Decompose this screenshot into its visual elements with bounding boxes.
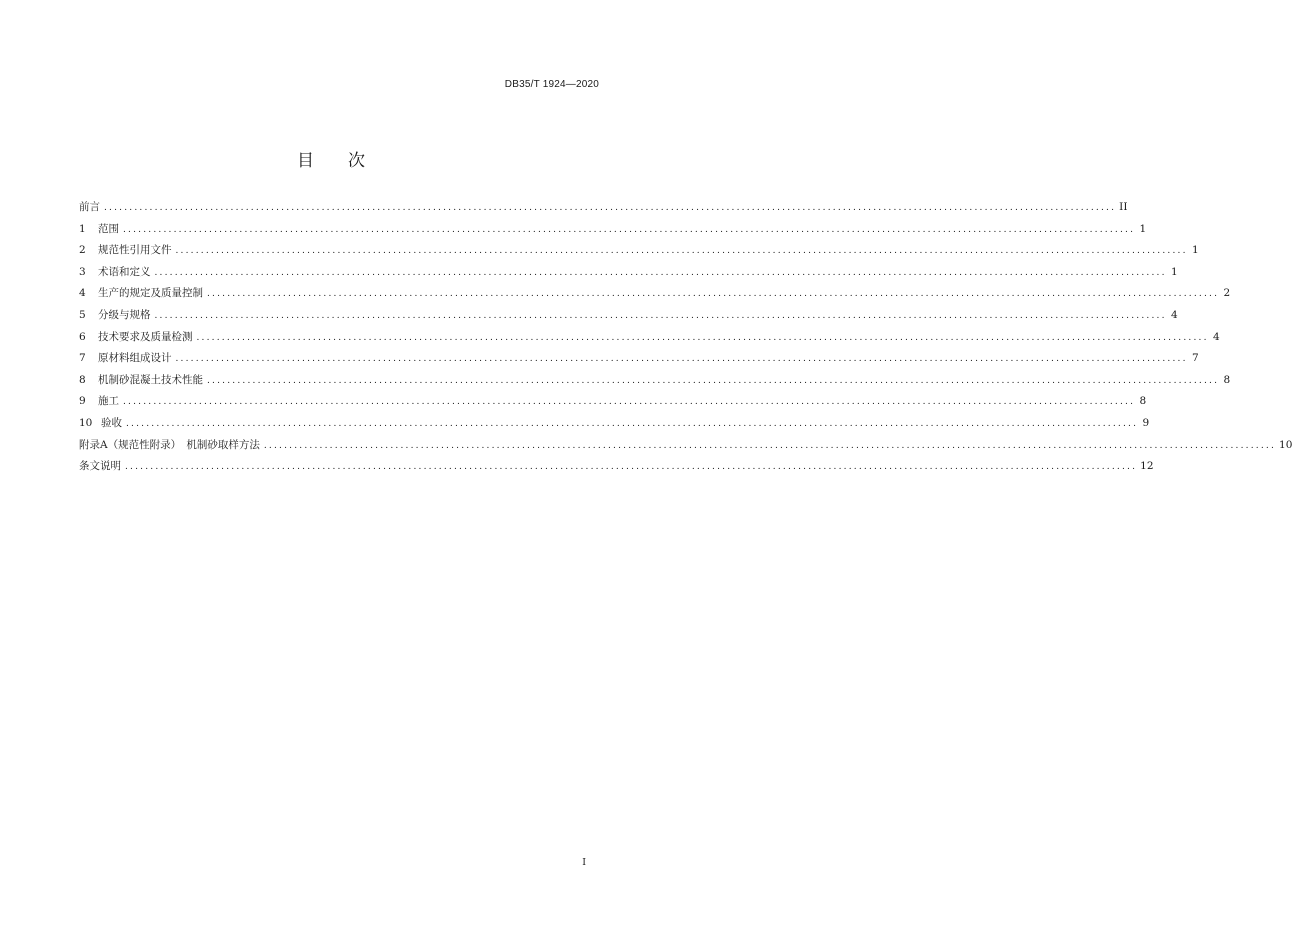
toc-entry-page: 9 — [1142, 416, 1150, 429]
toc-entry-construction[interactable] — [79, 394, 1147, 416]
toc-leader-dots: ........................................................................................................................................................................................................ — [104, 203, 1117, 213]
toc-entry-page: 8 — [1139, 395, 1147, 408]
toc-entry-page: 1 — [1170, 265, 1178, 278]
toc-entry-page: 4 — [1212, 330, 1220, 343]
toc-leader-dots: ........................................................................................................................................................................................................ — [123, 397, 1136, 408]
toc-entry-normative-references[interactable] — [79, 243, 1199, 265]
toc-entry-number: 5 — [79, 308, 86, 321]
toc-entry-title: 术语和定义 — [98, 265, 151, 278]
toc-entry-number: 8 — [79, 373, 86, 386]
toc-entry-title: 范围 — [98, 222, 119, 235]
toc-leader-dots: ........................................................................................................................................................................................................ — [263, 440, 1277, 451]
toc-entry-title: 验收 — [101, 416, 122, 429]
toc-leader-dots: ........................................................................................................................................................................................................ — [154, 267, 1167, 278]
toc-entry-title: 分级与规格 — [98, 308, 151, 321]
toc-entry-number: 10 — [79, 416, 93, 429]
toc-entry-mix-design[interactable] — [79, 351, 1199, 373]
toc-leader-dots: ........................................................................................................................................................................................................ — [196, 332, 1209, 343]
toc-leader-dots: ........................................................................................................................................................................................................ — [154, 310, 1167, 321]
toc-entry-explanation[interactable] — [79, 459, 1154, 481]
toc-entry-title: 生产的规定及质量控制 — [98, 287, 203, 300]
toc-entry-title: 条文说明 — [79, 460, 121, 473]
toc-entry-page: 8 — [1223, 373, 1231, 386]
toc-entry-number: 7 — [79, 352, 86, 365]
toc-entry-title: 机制砂混凝土技术性能 — [98, 373, 203, 386]
toc-entry-concrete-performance[interactable] — [79, 373, 1231, 395]
toc-leader-dots: ........................................................................................................................................................................................................ — [175, 246, 1188, 257]
toc-entry-page: 1 — [1191, 244, 1199, 257]
toc-entry-title: 施工 — [98, 395, 119, 408]
toc-leader-dots: ........................................................................................................................................................................................................ — [207, 289, 1220, 300]
toc-entry-number: 6 — [79, 330, 86, 343]
toc-entry-terms[interactable] — [79, 265, 1178, 287]
toc-leader-dots: ........................................................................................................................................................................................................ — [125, 462, 1138, 473]
toc-entry-number: 3 — [79, 265, 86, 278]
toc-entry-title: 原材料组成设计 — [98, 352, 172, 365]
toc-leader-dots: ........................................................................................................................................................................................................ — [123, 224, 1136, 235]
toc-entry-page: II — [1119, 201, 1128, 213]
toc-entry-annex-a[interactable] — [79, 438, 1292, 460]
footer-page-number: I — [582, 857, 586, 868]
toc-entry-foreword[interactable] — [79, 200, 1128, 222]
toc-entry-title: 附录A（规范性附录） 机制砂取样方法 — [79, 438, 260, 451]
toc-entry-number: 2 — [79, 244, 86, 257]
toc-entry-acceptance[interactable] — [79, 416, 1150, 438]
toc-entry-classification[interactable] — [79, 308, 1178, 330]
toc-entry-number: 1 — [79, 222, 86, 235]
toc-entry-title: 规范性引用文件 — [98, 244, 172, 257]
toc-entry-page: 7 — [1191, 352, 1199, 365]
toc-leader-dots: ........................................................................................................................................................................................................ — [126, 418, 1139, 429]
table-of-contents — [79, 200, 1292, 481]
toc-entry-title: 前言 — [79, 201, 100, 213]
toc-entry-page: 12 — [1140, 460, 1154, 473]
page-title: 目 次 — [297, 151, 365, 171]
toc-leader-dots: ........................................................................................................................................................................................................ — [207, 375, 1220, 386]
toc-leader-dots: ........................................................................................................................................................................................................ — [175, 354, 1188, 365]
toc-entry-page: 1 — [1139, 222, 1147, 235]
toc-entry-page: 2 — [1223, 287, 1231, 300]
toc-entry-number: 9 — [79, 395, 86, 408]
toc-entry-page: 4 — [1170, 308, 1178, 321]
standard-code: DB35/T 1924—2020 — [504, 79, 599, 90]
toc-entry-title: 技术要求及质量检测 — [98, 330, 193, 343]
toc-entry-scope[interactable] — [79, 222, 1147, 244]
toc-entry-production[interactable] — [79, 286, 1231, 308]
toc-entry-requirements[interactable] — [79, 330, 1220, 352]
toc-entry-number: 4 — [79, 287, 86, 300]
toc-entry-page: 10 — [1279, 438, 1292, 451]
